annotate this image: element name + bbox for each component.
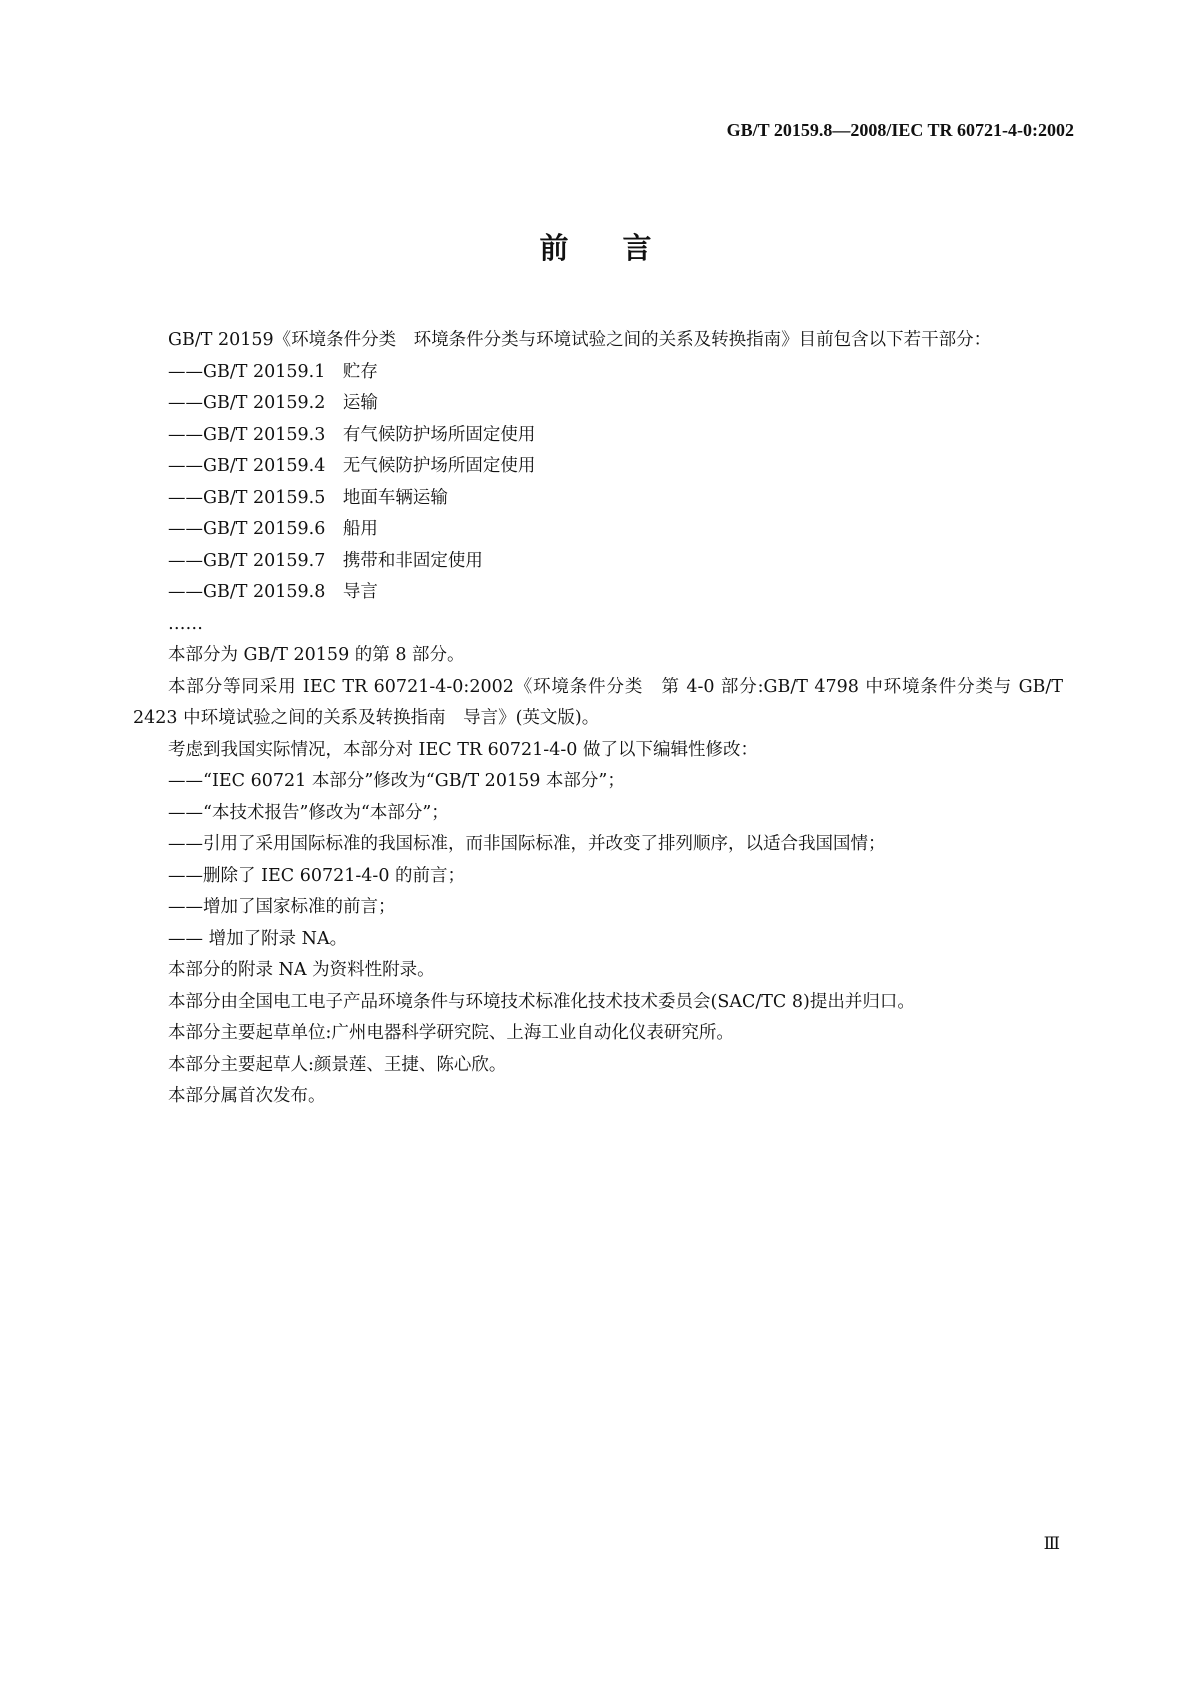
paragraph-drafters: 本部分主要起草人:颜景莲、王捷、陈心欣。 bbox=[168, 1054, 507, 1075]
list-item-modification-5: ——增加了国家标准的前言； bbox=[168, 897, 396, 917]
list-item-modification-1: ——“IEC 60721 本部分”修改为“GB/T 20159 本部分”； bbox=[168, 771, 625, 791]
list-item-part-2: ——GB/T 20159.2 运输 bbox=[168, 393, 378, 413]
standard-code: GB/T 20159.8—2008/IEC TR 60721-4-0:2002 bbox=[726, 120, 1074, 140]
list-item-part-4: ——GB/T 20159.4 无气候防护场所固定使用 bbox=[168, 456, 536, 476]
foreword-body bbox=[133, 325, 1063, 1113]
page-title: 前言 bbox=[539, 231, 706, 265]
list-item-part-5: ——GB/T 20159.5 地面车辆运输 bbox=[168, 487, 448, 508]
paragraph-first-release: 本部分属首次发布。 bbox=[168, 1086, 326, 1106]
list-item-part-6: ——GB/T 20159.6 船用 bbox=[168, 519, 378, 539]
list-item-modification-6: —— 增加了附录 NA。 bbox=[168, 928, 348, 949]
paragraph-drafting-units: 本部分主要起草单位:广州电器科学研究院、上海工业自动化仪表研究所。 bbox=[168, 1023, 734, 1043]
list-ellipsis: …… bbox=[168, 613, 203, 634]
paragraph-part-statement: 本部分为 GB/T 20159 的第 8 部分。 bbox=[168, 645, 465, 665]
list-item-part-7: ——GB/T 20159.7 携带和非固定使用 bbox=[168, 550, 483, 571]
list-item-modification-2: ——“本技术报告”修改为“本部分”； bbox=[168, 802, 449, 823]
paragraph-adoption: 本部分等同采用 IEC TR 60721-4-0:2002《环境条件分类 第 4-0 部分:GB/T 4798 中环境条件分类与 GB/T 2423 中环境试验之间的关系及转换指南 导言》(英文版)。 bbox=[133, 676, 1063, 728]
paragraph-annex: 本部分的附录 NA 为资料性附录。 bbox=[168, 960, 435, 980]
paragraph-intro: GB/T 20159《环境条件分类 环境条件分类与环境试验之间的关系及转换指南》目前包含以下若干部分： bbox=[168, 330, 992, 350]
list-item-modification-4: ——删除了 IEC 60721-4-0 的前言； bbox=[168, 865, 466, 886]
list-item-modification-3: ——引用了采用国际标准的我国标准，而非国际标准，并改变了排列顺序，以适合我国国情； bbox=[168, 834, 886, 854]
paragraph-modifications-intro: 考虑到我国实际情况，本部分对 IEC TR 60721-4-0 做了以下编辑性修改： bbox=[168, 739, 758, 760]
list-item-part-8: ——GB/T 20159.8 导言 bbox=[168, 582, 378, 602]
page-number: Ⅲ bbox=[1043, 1534, 1060, 1553]
list-item-part-1: ——GB/T 20159.1 贮存 bbox=[168, 361, 378, 382]
paragraph-proposer: 本部分由全国电工电子产品环境条件与环境技术标准化技术技术委员会(SAC/TC 8)提出并归口。 bbox=[168, 991, 915, 1012]
list-item-part-3: ——GB/T 20159.3 有气候防护场所固定使用 bbox=[168, 424, 536, 445]
